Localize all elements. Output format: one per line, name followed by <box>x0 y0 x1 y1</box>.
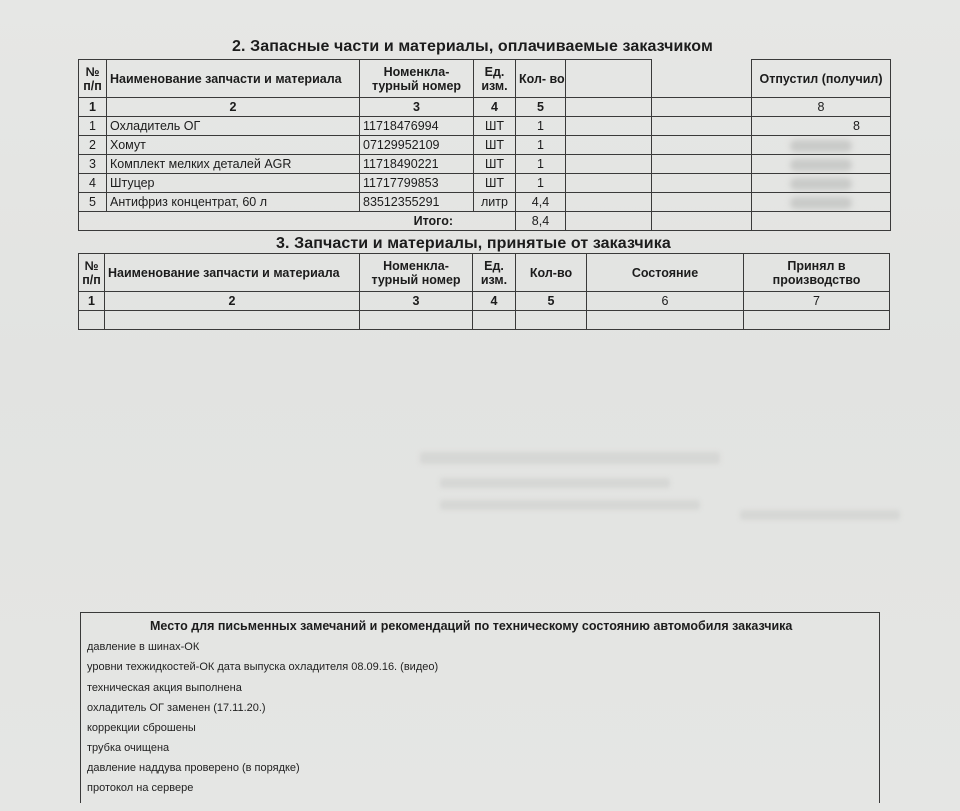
remark-line: давление наддува проверено (в порядке) <box>87 762 300 774</box>
row-extra <box>752 117 891 136</box>
row-empty <box>652 155 752 174</box>
row-empty <box>566 136 652 155</box>
table-row <box>79 174 891 193</box>
header-empty <box>652 60 752 98</box>
header-empty <box>566 60 652 98</box>
row-num: 2 <box>79 136 107 155</box>
row-empty <box>473 311 516 330</box>
remark-line: техническая акция выполнена <box>87 682 242 694</box>
remark-line: давление в шинах-ОК <box>87 641 200 653</box>
row-name: Охладитель ОГ <box>107 117 360 136</box>
total-value: 8,4 <box>516 212 566 231</box>
row-qty: 1 <box>516 117 566 136</box>
header-unit: Ед. изм. <box>474 60 516 98</box>
redacted-signature <box>790 178 852 190</box>
header-name: Наименование запчасти и материала <box>107 60 360 98</box>
header-state: Состояние <box>587 254 744 292</box>
col-number: 4 <box>474 98 516 117</box>
header-num: № п/п <box>79 60 107 98</box>
row-num: 1 <box>79 117 107 136</box>
row-code: 11718490221 <box>360 155 474 174</box>
row-code: 11717799853 <box>360 174 474 193</box>
row-empty <box>652 174 752 193</box>
header-name: Наименование запчасти и материала <box>105 254 360 292</box>
row-redacted <box>752 136 891 155</box>
redacted-signature <box>790 159 852 171</box>
col-number: 3 <box>360 98 474 117</box>
row-unit: ШТ <box>474 136 516 155</box>
col-number: 2 <box>105 292 360 311</box>
row-empty <box>79 311 105 330</box>
row-empty <box>360 311 473 330</box>
row-num: 5 <box>79 193 107 212</box>
col-number: 2 <box>107 98 360 117</box>
row-empty <box>105 311 360 330</box>
redacted-signature <box>790 140 852 152</box>
row-code: 11718476994 <box>360 117 474 136</box>
row-empty <box>652 212 752 231</box>
row-code: 83512355291 <box>360 193 474 212</box>
col-number: 3 <box>360 292 473 311</box>
table-row <box>79 117 891 136</box>
remark-line: трубка очищена <box>87 742 170 754</box>
row-empty <box>566 155 652 174</box>
section-2-table <box>78 59 891 231</box>
row-redacted <box>752 174 891 193</box>
header-code: Номенкла- турный номер <box>360 60 474 98</box>
ghost-print <box>440 478 670 488</box>
remark-line: охладитель ОГ заменен (17.11.20.) <box>87 702 266 714</box>
row-empty <box>566 174 652 193</box>
row-empty <box>652 117 752 136</box>
total-label: Итого: <box>79 212 516 231</box>
row-extra-value: 8 <box>853 119 860 133</box>
row-qty: 1 <box>516 136 566 155</box>
row-name: Антифриз концентрат, 60 л <box>107 193 360 212</box>
row-redacted <box>752 155 891 174</box>
header-released: Отпустил (получил) <box>752 60 891 98</box>
row-qty: 1 <box>516 174 566 193</box>
header-accepted: Принял в производство <box>744 254 890 292</box>
col-number: 4 <box>473 292 516 311</box>
row-empty <box>744 311 890 330</box>
row-unit: ШТ <box>474 155 516 174</box>
table-row-empty <box>79 311 890 330</box>
remark-line: протокол на сервере <box>87 782 194 794</box>
section-3-table <box>78 253 890 330</box>
ghost-print <box>740 510 900 520</box>
row-empty <box>752 212 891 231</box>
row-empty <box>652 136 752 155</box>
row-qty: 1 <box>516 155 566 174</box>
row-unit: ШТ <box>474 117 516 136</box>
header-code: Номенкла- турный номер <box>360 254 473 292</box>
row-num: 3 <box>79 155 107 174</box>
header-qty: Кол- во <box>516 60 566 98</box>
row-code: 07129952109 <box>360 136 474 155</box>
remarks-title: Место для письменных замечаний и рекомендаций по техническому состоянию автомобиля заказчика <box>150 619 793 633</box>
remark-line: коррекции сброшены <box>87 722 196 734</box>
remark-line: уровни техжидкостей-ОК дата выпуска охладителя 08.09.16. (видео) <box>87 661 439 673</box>
section-2-title: 2. Запасные части и материалы, оплачиваемые заказчиком <box>232 38 713 55</box>
header-num: № п/п <box>79 254 105 292</box>
redacted-signature <box>790 197 852 209</box>
row-redacted <box>752 193 891 212</box>
table-row <box>79 136 891 155</box>
row-empty <box>566 212 652 231</box>
col-number: 8 <box>752 98 891 117</box>
row-name: Хомут <box>107 136 360 155</box>
col-number: 5 <box>516 98 566 117</box>
ghost-print <box>440 500 700 510</box>
table-header-row <box>79 254 890 292</box>
row-empty <box>566 193 652 212</box>
section-3-title: 3. Запчасти и материалы, принятые от заказчика <box>276 235 671 252</box>
row-name: Штуцер <box>107 174 360 193</box>
col-number: 1 <box>79 98 107 117</box>
header-qty: Кол-во <box>516 254 587 292</box>
row-unit: ШТ <box>474 174 516 193</box>
table-row <box>79 193 891 212</box>
table-header-row <box>79 60 891 98</box>
column-number-row <box>79 98 891 117</box>
col-number: 1 <box>79 292 105 311</box>
col-number: 5 <box>516 292 587 311</box>
row-empty <box>587 311 744 330</box>
table-row <box>79 155 891 174</box>
col-number <box>566 98 652 117</box>
row-empty <box>516 311 587 330</box>
col-number <box>652 98 752 117</box>
total-row <box>79 212 891 231</box>
row-name: Комплект мелких деталей AGR <box>107 155 360 174</box>
ghost-print <box>420 452 720 464</box>
row-empty <box>652 193 752 212</box>
row-empty <box>566 117 652 136</box>
row-num: 4 <box>79 174 107 193</box>
header-unit: Ед. изм. <box>473 254 516 292</box>
column-number-row <box>79 292 890 311</box>
col-number: 7 <box>744 292 890 311</box>
row-qty: 4,4 <box>516 193 566 212</box>
row-unit: литр <box>474 193 516 212</box>
col-number: 6 <box>587 292 744 311</box>
